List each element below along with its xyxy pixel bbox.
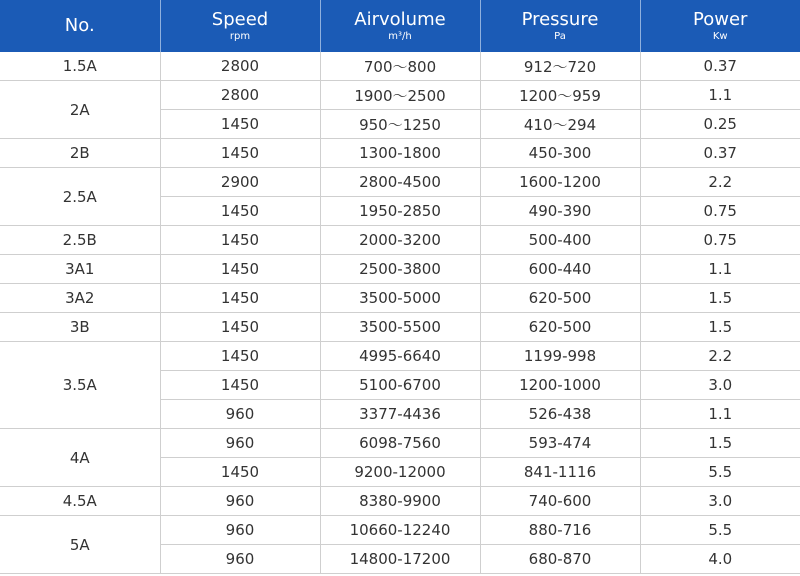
speed-cell: 1450 <box>160 313 320 342</box>
power-cell: 4.0 <box>640 545 800 574</box>
speed-cell: 1450 <box>160 371 320 400</box>
table-row <box>0 139 800 168</box>
speed-cell: 1450 <box>160 197 320 226</box>
power-cell: 1.1 <box>640 255 800 284</box>
airvolume-cell: 1300-1800 <box>320 139 480 168</box>
pressure-cell: 1200-1000 <box>480 371 640 400</box>
model-no-cell: 3.5A <box>0 342 160 429</box>
power-cell: 2.2 <box>640 342 800 371</box>
speed-cell: 960 <box>160 516 320 545</box>
pressure-cell: 490-390 <box>480 197 640 226</box>
pressure-cell: 1200～959 <box>480 81 640 110</box>
pressure-cell: 1600-1200 <box>480 168 640 197</box>
power-cell: 2.2 <box>640 168 800 197</box>
table-row <box>0 429 800 458</box>
speed-cell: 960 <box>160 545 320 574</box>
pressure-cell: 526-438 <box>480 400 640 429</box>
airvolume-cell: 950～1250 <box>320 110 480 139</box>
power-cell: 5.5 <box>640 516 800 545</box>
header-power <box>640 0 800 52</box>
airvolume-cell: 3377-4436 <box>320 400 480 429</box>
speed-cell: 2900 <box>160 168 320 197</box>
speed-cell: 1450 <box>160 110 320 139</box>
power-cell: 1.5 <box>640 284 800 313</box>
model-no-cell: 3B <box>0 313 160 342</box>
pressure-cell: 450-300 <box>480 139 640 168</box>
header-airvolume-label: Airvolume <box>354 8 446 30</box>
pressure-cell: 500-400 <box>480 226 640 255</box>
power-cell: 1.1 <box>640 81 800 110</box>
model-no-cell: 2.5A <box>0 168 160 226</box>
speed-cell: 960 <box>160 400 320 429</box>
header-speed-unit: rpm <box>229 30 251 42</box>
pressure-cell: 593-474 <box>480 429 640 458</box>
table-row <box>0 284 800 313</box>
table-row <box>0 168 800 197</box>
pressure-cell: 1199-998 <box>480 342 640 371</box>
speed-cell: 1450 <box>160 255 320 284</box>
airvolume-cell: 14800-17200 <box>320 545 480 574</box>
speed-cell: 1450 <box>160 342 320 371</box>
power-cell: 3.0 <box>640 487 800 516</box>
airvolume-cell: 4995-6640 <box>320 342 480 371</box>
table-row <box>0 81 800 110</box>
airvolume-cell: 6098-7560 <box>320 429 480 458</box>
power-cell: 0.37 <box>640 139 800 168</box>
airvolume-cell: 8380-9900 <box>320 487 480 516</box>
speed-cell: 1450 <box>160 139 320 168</box>
power-cell: 0.75 <box>640 226 800 255</box>
speed-cell: 1450 <box>160 226 320 255</box>
model-no-cell: 5A <box>0 516 160 574</box>
model-no-cell: 2B <box>0 139 160 168</box>
header-pressure-unit: Pa <box>554 30 566 42</box>
table-row <box>0 342 800 371</box>
power-cell: 1.1 <box>640 400 800 429</box>
speed-cell: 1450 <box>160 284 320 313</box>
pressure-cell: 912～720 <box>480 52 640 81</box>
model-no-cell: 1.5A <box>0 52 160 81</box>
power-cell: 3.0 <box>640 371 800 400</box>
speed-cell: 1450 <box>160 458 320 487</box>
table-row <box>0 487 800 516</box>
model-no-cell: 3A2 <box>0 284 160 313</box>
pressure-cell: 680-870 <box>480 545 640 574</box>
pressure-cell: 740-600 <box>480 487 640 516</box>
power-cell: 1.5 <box>640 313 800 342</box>
pressure-cell: 880-716 <box>480 516 640 545</box>
power-cell: 0.75 <box>640 197 800 226</box>
header-power-unit: Kw <box>712 30 728 42</box>
header-speed-label: Speed <box>211 8 269 30</box>
pressure-cell: 600-440 <box>480 255 640 284</box>
power-cell: 5.5 <box>640 458 800 487</box>
power-cell: 0.25 <box>640 110 800 139</box>
pressure-cell: 410～294 <box>480 110 640 139</box>
pressure-cell: 620-500 <box>480 313 640 342</box>
airvolume-cell: 1950-2850 <box>320 197 480 226</box>
header-no-label: No. <box>64 15 95 36</box>
header-pressure <box>480 0 640 52</box>
speed-cell: 2800 <box>160 52 320 81</box>
power-cell: 0.37 <box>640 52 800 81</box>
table-row <box>0 226 800 255</box>
header-no <box>0 0 160 52</box>
pressure-cell: 841-1116 <box>480 458 640 487</box>
header-airvolume-unit: m³/h <box>388 30 412 42</box>
header-row <box>0 0 800 52</box>
airvolume-cell: 9200-12000 <box>320 458 480 487</box>
airvolume-cell: 10660-12240 <box>320 516 480 545</box>
model-no-cell: 2A <box>0 81 160 139</box>
airvolume-cell: 700～800 <box>320 52 480 81</box>
airvolume-cell: 5100-6700 <box>320 371 480 400</box>
model-no-cell: 4A <box>0 429 160 487</box>
header-pressure-label: Pressure <box>521 8 599 30</box>
power-cell: 1.5 <box>640 429 800 458</box>
airvolume-cell: 3500-5000 <box>320 284 480 313</box>
header-speed <box>160 0 320 52</box>
speed-cell: 2800 <box>160 81 320 110</box>
airvolume-cell: 1900～2500 <box>320 81 480 110</box>
table-body <box>0 52 800 574</box>
table-row <box>0 516 800 545</box>
airvolume-cell: 2800-4500 <box>320 168 480 197</box>
table-header <box>0 0 800 52</box>
table-row <box>0 255 800 284</box>
pressure-cell: 620-500 <box>480 284 640 313</box>
table-row <box>0 313 800 342</box>
table-row <box>0 52 800 81</box>
model-no-cell: 3A1 <box>0 255 160 284</box>
airvolume-cell: 2500-3800 <box>320 255 480 284</box>
model-no-cell: 4.5A <box>0 487 160 516</box>
model-no-cell: 2.5B <box>0 226 160 255</box>
speed-cell: 960 <box>160 487 320 516</box>
header-airvolume <box>320 0 480 52</box>
header-power-label: Power <box>693 8 748 30</box>
airvolume-cell: 3500-5500 <box>320 313 480 342</box>
speed-cell: 960 <box>160 429 320 458</box>
airvolume-cell: 2000-3200 <box>320 226 480 255</box>
